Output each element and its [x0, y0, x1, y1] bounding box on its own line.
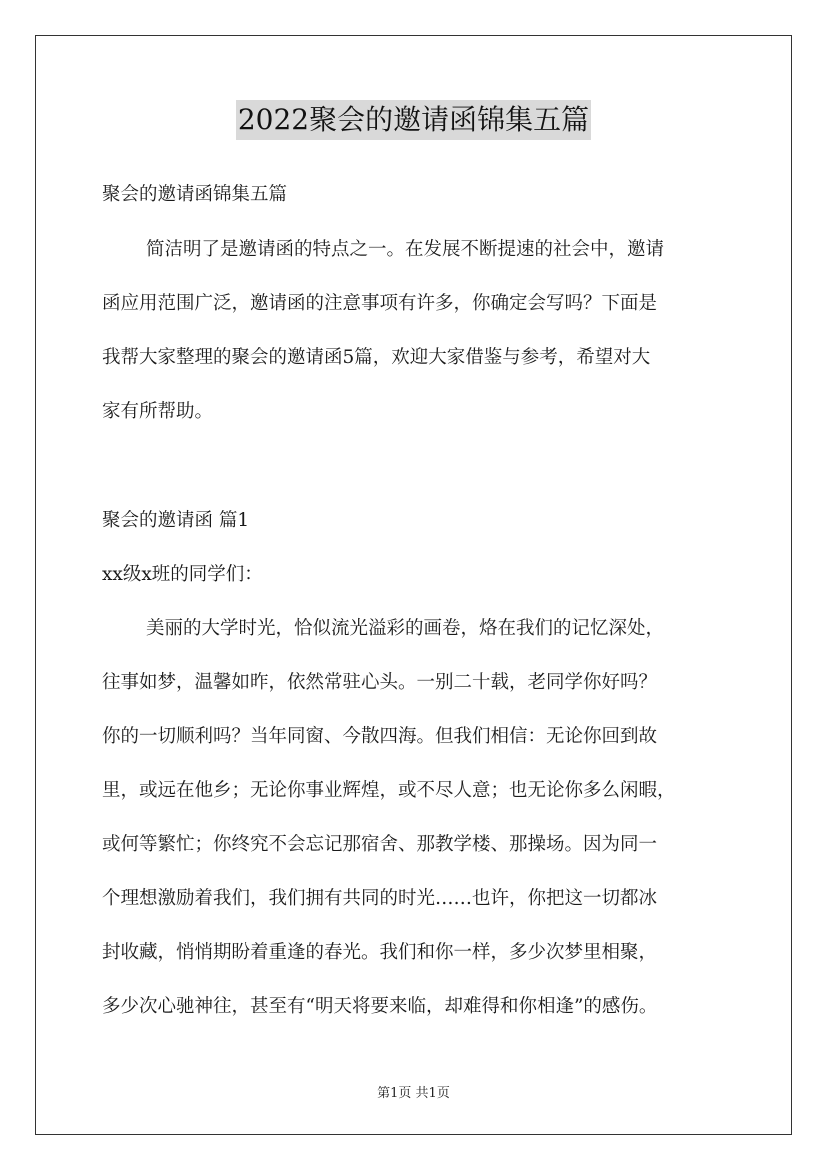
document-title: 2022聚会的邀请函锦集五篇 — [236, 100, 591, 140]
page-footer: 第1页 共1页 — [377, 1086, 450, 1101]
subtitle-line: 聚会的邀请函锦集五篇 — [102, 184, 288, 205]
intro-paragraph-line: 家有所帮助。 — [102, 401, 214, 422]
title-container — [0, 100, 827, 140]
body-paragraph-line: 封收藏，悄悄期盼着重逢的春光。我们和你一样，多少次梦里相聚， — [102, 942, 658, 963]
intro-paragraph-line: 函应用范围广泛，邀请函的注意事项有许多，你确定会写吗？下面是 — [102, 293, 658, 314]
body-paragraph-line: 多少次心驰神往，甚至有“明天将要来临，却难得和你相逢”的感伤。 — [102, 996, 658, 1017]
body-paragraph-line: 往事如梦，温馨如昨，依然常驻心头。一别二十载，老同学你好吗？ — [102, 672, 658, 693]
body-paragraph-line: 美丽的大学时光，恰似流光溢彩的画卷，烙在我们的记忆深处， — [146, 618, 665, 639]
body-paragraph-line: 你的一切顺利吗？当年同窗、今散四海。但我们相信：无论你回到故 — [102, 726, 658, 747]
intro-paragraph-line: 我帮大家整理的聚会的邀请函5篇，欢迎大家借鉴与参考，希望对大 — [102, 347, 651, 368]
intro-paragraph-line: 简洁明了是邀请函的特点之一。在发展不断提速的社会中，邀请 — [146, 239, 665, 260]
body-paragraph-line: 个理想激励着我们，我们拥有共同的时光……也许，你把这一切都冰 — [102, 888, 658, 909]
salutation-line: xx级x班的同学们： — [102, 564, 263, 585]
body-paragraph-line: 里，或远在他乡；无论你事业辉煌，或不尽人意；也无论你多么闲暇， — [102, 780, 676, 801]
body-paragraph-line: 或何等繁忙；你终究不会忘记那宿舍、那教学楼、那操场。因为同一 — [102, 834, 658, 855]
section-heading: 聚会的邀请函 篇1 — [102, 510, 250, 531]
